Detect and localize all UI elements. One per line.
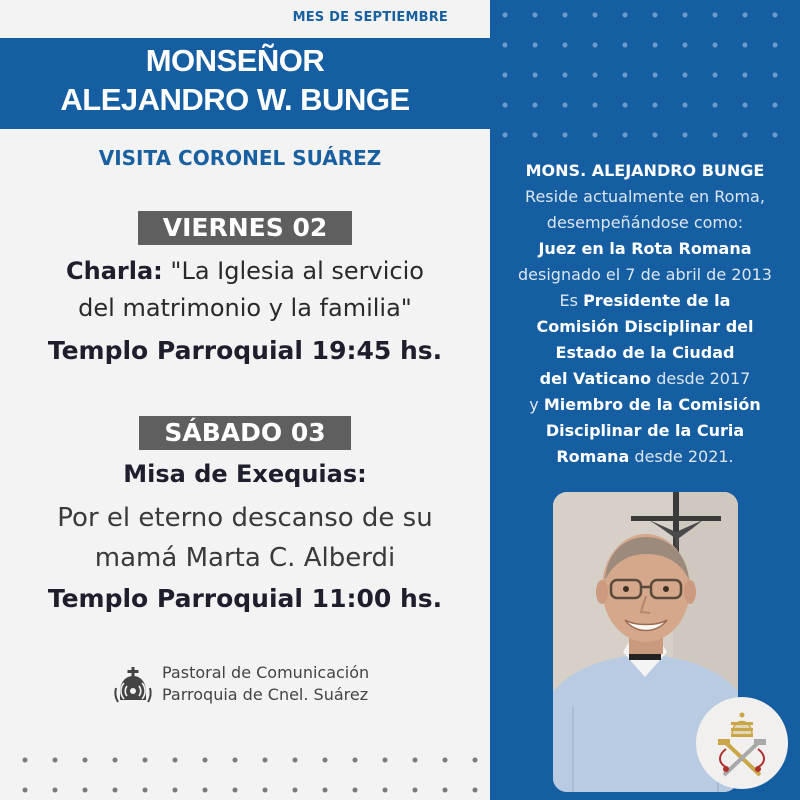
- title-banner: [0, 38, 490, 129]
- event1-talk-line2: del matrimonio y la familia": [78, 294, 412, 322]
- day-badge-friday: VIERNES 02: [138, 211, 352, 245]
- bio-row-9b: Miembro de la Comisión: [543, 395, 761, 414]
- pastoral-org-line1: Pastoral de Comunicación: [162, 663, 370, 682]
- event2-label: Misa de Exequias:: [123, 460, 367, 488]
- bio-row-8a: del Vaticano: [539, 369, 652, 388]
- bio-row-10: Disciplinar de la Curia: [545, 421, 745, 440]
- papal-keys-icon: [696, 697, 788, 789]
- month-label: MES DE SEPTIEMBRE: [292, 10, 448, 25]
- decorative-dots-left: [10, 745, 480, 800]
- title-line-1: MONSEÑOR: [145, 43, 325, 78]
- bio-row-7: Estado de la Ciudad: [555, 343, 735, 362]
- bio-name: MONS. ALEJANDRO BUNGE: [525, 161, 765, 180]
- bio-row-4: designado el 7 de abril de 2013: [518, 265, 772, 284]
- bio-text: [490, 158, 800, 470]
- event2-text1: Por el eterno descanso de su: [57, 503, 433, 533]
- bio-row-8b: desde 2017: [651, 369, 751, 388]
- bio-row-1: Reside actualmente en Roma,: [525, 187, 765, 206]
- bio-row-11a: Romana: [556, 447, 630, 466]
- event1-talk-line1: [0, 257, 490, 285]
- event1-place: Templo Parroquial 19:45 hs.: [47, 336, 443, 365]
- visit-subtitle: VISITA CORONEL SUÁREZ: [98, 146, 382, 170]
- decorative-dots-right: [490, 0, 800, 150]
- bio-row-5a: Es: [559, 291, 584, 310]
- event1-talk-title-1: "La Iglesia al servicio: [162, 257, 424, 285]
- pastoral-org-line2: Parroquia de Cnel. Suárez: [162, 685, 369, 704]
- bio-row-2: desempeñándose como:: [546, 213, 744, 232]
- event2-text2: mamá Marta C. Alberdi: [94, 543, 396, 573]
- papal-seal-emblem: [696, 697, 788, 789]
- bio-row-11b: desde 2021.: [629, 447, 734, 466]
- event2-place: Templo Parroquial 11:00 hs.: [47, 584, 443, 613]
- bio-row-5b: Presidente de la: [583, 291, 731, 310]
- cross-broadcast-icon: [112, 664, 154, 706]
- title-line-2: ALEJANDRO W. BUNGE: [60, 82, 410, 117]
- event1-label: Charla:: [66, 257, 163, 285]
- bio-row-9a: y: [529, 395, 544, 414]
- day-badge-saturday: SÁBADO 03: [139, 416, 351, 450]
- bio-row-3: Juez en la Rota Romana: [538, 239, 752, 258]
- bio-row-6: Comisión Disciplinar del: [536, 317, 754, 336]
